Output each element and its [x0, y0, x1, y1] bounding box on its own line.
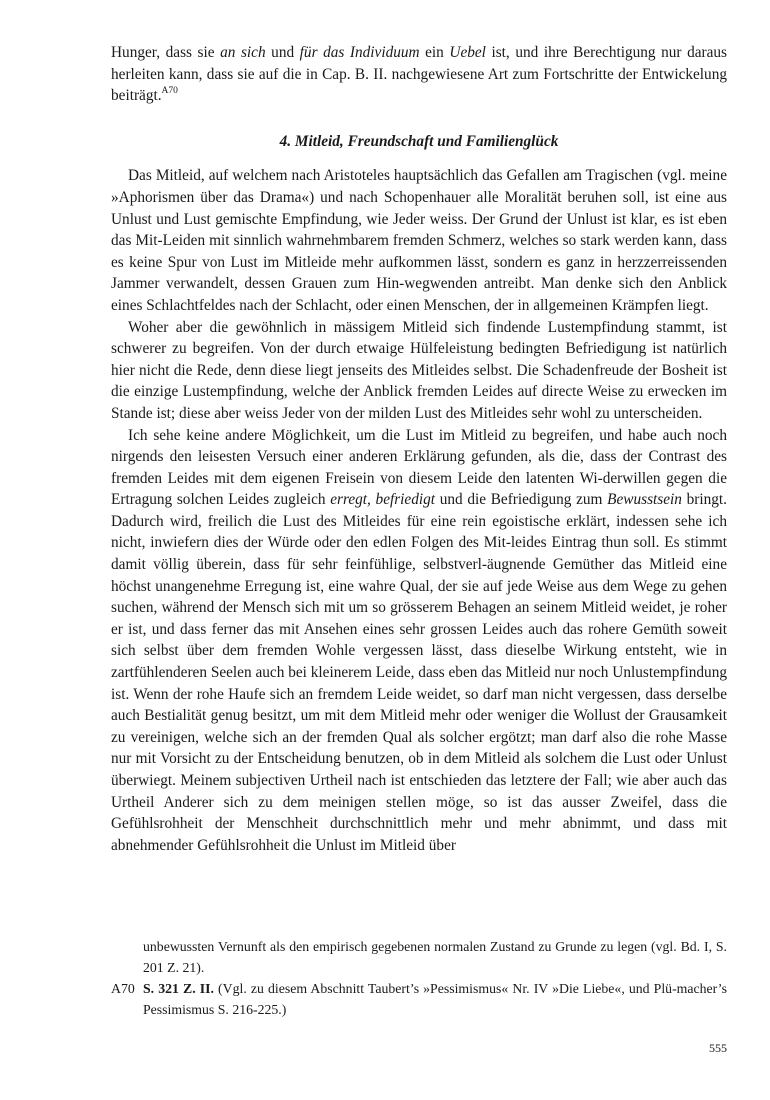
page-number: 555 [709, 1041, 727, 1055]
annotation-ref-a70[interactable]: A70 [161, 86, 178, 97]
page-body [111, 42, 727, 856]
footnote-continuation: unbewussten Vernunft als den empirisch gegebenen normalen Zustand zu Grunde zu legen (vgl. Bd. I, S. 201 Z. 21). [143, 939, 727, 975]
paragraph-lustempfindung: Woher aber die gewöhnlich in mässigem Mitleid sich findende Lustempfindung stammt, ist schwerer zu begreifen. Von der durch etwaige Hülfeleistung bedingten Befriedigung ist natürlich hier nicht die Rede, denn diese liegt jenseits des Mitleides selbst. Die Schadenfreude der Bosheit ist die einzige Lustempfindung, welche der Anblick fremden Leides auf directe Weise zu erwecken im Stande ist; diese aber weiss Jeder von der milden Lust des Mitleides sehr wohl zu unterscheiden. [111, 318, 727, 422]
footnote-a70 [111, 978, 727, 1020]
footnotes [111, 936, 727, 1020]
paragraph-mitleid: Das Mitleid, auf welchem nach Aristoteles hauptsächlich das Gefallen am Tragischen (vgl. meine »Aphorismen über das Drama«) und nach Schopenhauer alle Moralität beruhen soll, ist eine aus Unlust und Lust gemischte Empfindung, wie Jeder weiss. Der Grund der Unlust ist klar, es ist eben das Mit-Leiden mit sinnlich wahrnehmbarem fremden Schmerz, welches so stark werden kann, dass es keine Spur von Lust im Mitleide mehr aufkommen lässt, sondern es ganz in herzzerreissenden Jammer verwandelt, dessen Grauen zum Hin-wegwenden antreibt. Man denke sich den Anblick eines Schlachtfeldes nach der Schlacht, oder einen Menschen, der in allgemeinen Krämpfen liegt. [111, 167, 727, 314]
footnote-id: A70 [111, 981, 135, 996]
intro-paragraph: Hunger, dass sie an sich und für das Individuum ein Uebel ist, und ihre Berechtigung nur daraus herleiten kann, dass sie auf die in Cap. B. II. nachgewiesene Art zum Fortschritte der Entwickelung beiträgt.$^{A70}$ [111, 44, 727, 105]
section-heading: 4. Mitleid, Freundschaft und Familienglück [279, 132, 559, 150]
paragraph-contrast: Ich sehe keine andere Möglichkeit, um die Lust im Mitleid zu begreifen, und habe auch noch nirgends den leisesten Versuch einer anderen Erklärung gefunden, als die, dass der Contrast des fremden Leides mit dem eigenen Freisein von diesem Leide den latenten Wi-derwillen gegen die Ertragung solchen Leides zugleich erregt, befriedigt und die Befriedigung zum Bewusstsein bringt. Dadurch wird, freilich die Lust des Mitleides für eine rein egoistische erklärt, indessen sehe ich nicht, inwiefern dies der Würde oder den edlen Folgen des Mit-leides Eintrag thun soll. Es stimmt damit völlig überein, dass für sehr feinfühlige, selbstverl-äugnende Gemüther das Mitleid eine höchst unangenehme Erregung ist, eine wahre Qual, der sie auf jede Weise aus dem Wege zu gehen suchen, während der Mensch sich mit um so grösserem Behagen an seinem Mitleid weidet, je roher er ist, und dass ferner das mit Ansehen eines sehr grossen Leides auch das rohere Gemüth soweit sich selbst über dem fremden Wohle vergessen lässt, dass dieselbe Wirkung entsteht, wie in zartfühlenderen Seelen auch bei kleinerem Leide, dass eben das Mitleid nur noch Unlustempfindung ist. Wenn der rohe Haufe sich an fremdem Leide weidet, so darf man nicht vergessen, dass derselbe auch Bestialität genug besitzt, um mit dem Mitleid mehr oder weniger die Wollust der Grausamkeit zu vereinigen, welche sich an der fremden Qual als solcher ergötzt; man darf also die rohe Masse nur mit Vorsicht zu der Entscheidung benutzen, ob in dem Mitleid als solchem die Lust oder Unlust überwiegt. Meinem subjectiven Urtheil nach ist entschieden das letztere der Fall; wie aber auch das Urtheil Anderer sich zu dem meinigen stellen möge, so ist das ausser Zweifel, dass die Gefühlsrohheit der Menschheit durchschnittlich mehr und mehr abnimmt, und dass mit abnehmender Gefühlsrohheit die Unlust im Mitleid über [111, 426, 727, 854]
footnote-text: S. 321 Z. II. (Vgl. zu diesem Abschnitt Taubert’s »Pessimismus« Nr. IV »Die Liebe«, und Plü-macher’s Pessimismus S. 216-225.) [143, 981, 727, 1017]
